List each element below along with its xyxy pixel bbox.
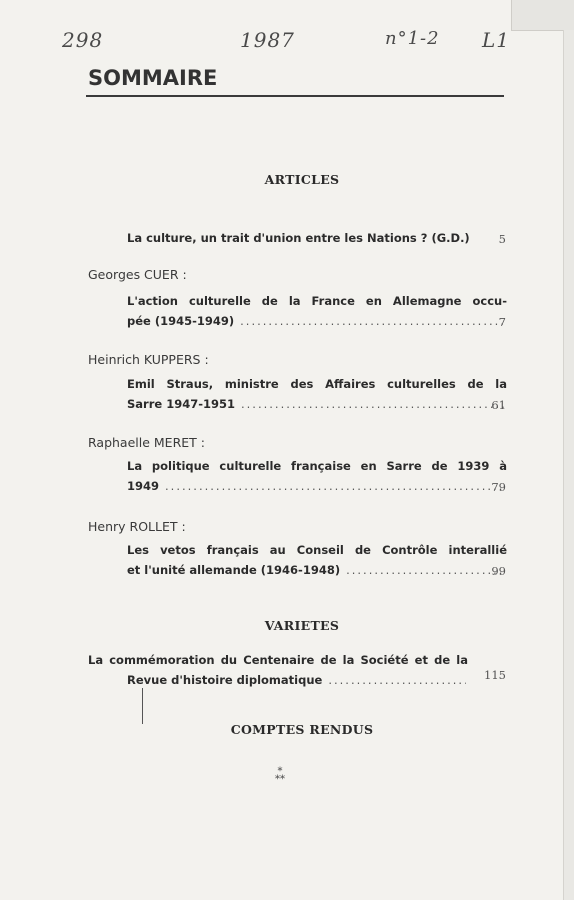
toc-entry: [88, 650, 468, 690]
asterism-ornament: [275, 768, 285, 784]
toc-entry-title: La culture, un trait d'union entre les Nations ? (G.D.): [127, 231, 470, 245]
toc-page-number: 99: [491, 564, 506, 578]
toc-entry: [127, 228, 507, 248]
toc-entry-title: Les vetos français au Conseil de Contrôle interallié: [127, 543, 507, 557]
asterism-top: *: [277, 766, 283, 777]
leader-dots: [241, 394, 505, 414]
toc-entry-title: pée (1945-1949): [127, 314, 235, 328]
toc-page-number: 61: [491, 398, 506, 412]
toc-entry-title: Revue d'histoire diplomatique: [127, 673, 323, 687]
section-heading-articles: ARTICLES: [264, 172, 340, 187]
toc-author: Heinrich KUPPERS :: [88, 352, 209, 367]
toc-author: Raphaelle MERET :: [88, 435, 205, 450]
page-title: SOMMAIRE: [88, 66, 218, 90]
toc-page-number: 79: [491, 480, 506, 494]
pencil-mark: [142, 688, 143, 724]
leader-dots: [328, 670, 466, 690]
section-heading-varietes: VARIETES: [264, 618, 340, 633]
handwritten-note-issue: n°1-2: [385, 28, 440, 49]
toc-entry: [127, 540, 507, 580]
toc-page-number: 5: [498, 232, 506, 246]
leader-dots: [240, 311, 505, 331]
toc-author: Henry ROLLET :: [88, 519, 186, 534]
leader-dots: [165, 476, 505, 496]
asterism-bottom: **: [275, 774, 285, 785]
toc-entry-title: La politique culturelle française en Sarre de 1939 à: [127, 459, 507, 473]
title-rule: [86, 95, 504, 97]
toc-entry-line: [127, 228, 507, 248]
toc-entry-title: Emil Straus, ministre des Affaires culturelles de la: [127, 377, 507, 391]
toc-entry: [127, 456, 507, 496]
toc-page-number: 7: [498, 315, 506, 329]
page-tab: [511, 0, 574, 31]
section-heading-comptes-rendus: COMPTES RENDUS: [230, 722, 374, 737]
toc-entry-title: La commémoration du Centenaire de la Société et de la: [88, 653, 468, 667]
toc-page-number: 115: [484, 668, 506, 682]
page-edge: [563, 30, 574, 900]
toc-entry: [127, 374, 507, 414]
toc-entry-title: 1949: [127, 479, 160, 493]
toc-author: Georges CUER :: [88, 267, 187, 282]
handwritten-note-code: L1: [482, 28, 511, 52]
handwritten-note-number: 298: [62, 28, 104, 52]
toc-entry: [127, 291, 507, 331]
toc-entry-title: et l'unité allemande (1946-1948): [127, 563, 341, 577]
handwritten-note-year: 1987: [240, 28, 295, 52]
toc-entry-title: Sarre 1947-1951: [127, 397, 235, 411]
toc-entry-title: L'action culturelle de la France en Allemagne occu-: [127, 294, 507, 308]
